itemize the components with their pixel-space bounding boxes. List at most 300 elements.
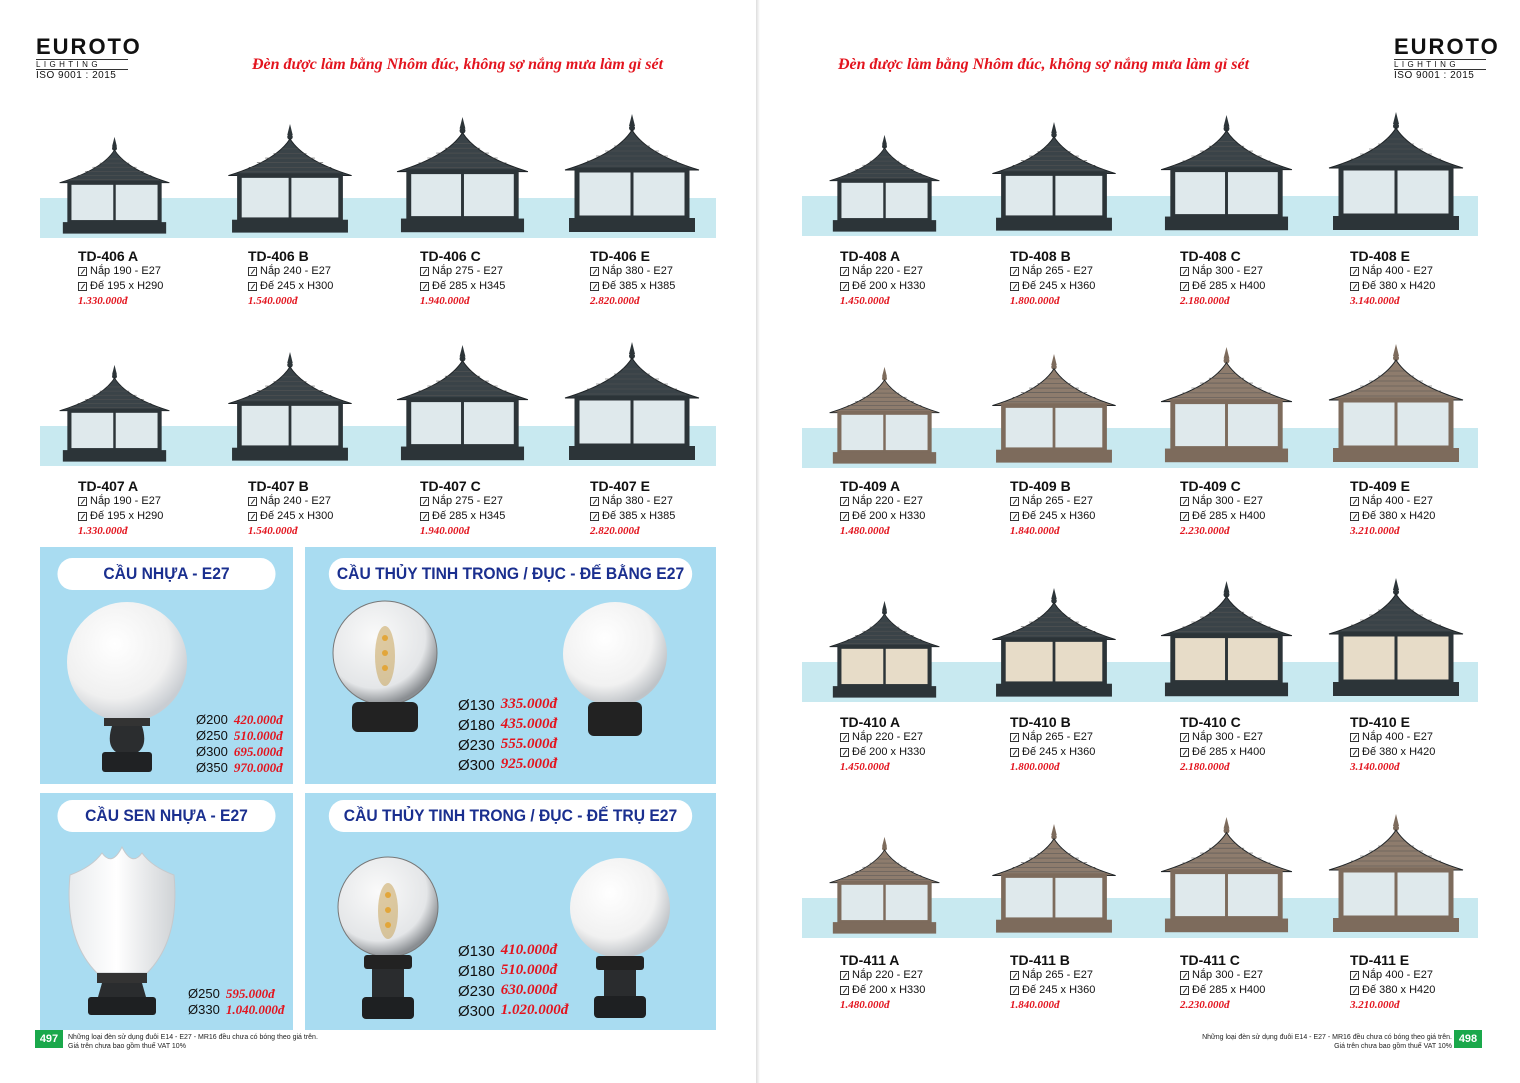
spec-cap-text: Nắp 265 - E27: [1022, 265, 1093, 277]
lotus-globe-lamp-image: [62, 845, 182, 1020]
product-price: 1.480.000đ: [840, 999, 890, 1011]
size-price: 595.000đ: [225, 986, 275, 1001]
garden-pillar-lamp-icon: [985, 586, 1123, 706]
product-lamp-image: [557, 112, 707, 247]
size-diameter: Ø250: [196, 728, 228, 743]
spec-cap: [1010, 264, 1160, 279]
size-row: [458, 1002, 568, 1022]
spec-cap: [1180, 494, 1330, 509]
product-lamp-image: [53, 363, 176, 475]
panel-title: CẦU NHỰA - E27: [57, 558, 275, 590]
size-price-list: [196, 712, 283, 776]
spec-base-text: Đế 245 x H360: [1022, 280, 1096, 292]
product-code: TD-410 A: [840, 714, 901, 730]
garden-pillar-lamp-icon: [557, 340, 707, 470]
product-card: [1010, 714, 1160, 775]
spec-cap-text: Nắp 240 - E27: [260, 265, 331, 277]
product-card: [420, 248, 570, 309]
garden-pillar-lamp-icon: [389, 343, 536, 470]
spec-base-text: Đế 380 x H420: [1362, 984, 1436, 996]
size-diameter: Ø300: [196, 744, 228, 759]
garden-pillar-lamp-icon: [221, 122, 359, 242]
panel-title: CẦU SEN NHỰA - E27: [57, 800, 275, 832]
checkbox-icon: [1010, 512, 1019, 521]
spec-cap: [248, 494, 398, 509]
size-price: 970.000đ: [233, 760, 283, 775]
spec-cap-text: Nắp 275 - E27: [432, 495, 503, 507]
spec-base: [1180, 279, 1330, 294]
product-card: [1350, 952, 1500, 1013]
garden-pillar-lamp-icon: [823, 133, 946, 240]
spec-cap-text: Nắp 190 - E27: [90, 265, 161, 277]
garden-pillar-lamp-icon: [557, 112, 707, 242]
product-code: TD-410 C: [1180, 714, 1241, 730]
spec-cap: [420, 264, 570, 279]
product-lamp-image: [985, 822, 1123, 947]
brand-iso: ISO 9001 : 2015: [1394, 70, 1475, 81]
product-price: 1.840.000đ: [1010, 999, 1060, 1011]
product-code: TD-409 E: [1350, 478, 1410, 494]
product-lamp-image: [1153, 113, 1300, 245]
product-code: TD-411 A: [840, 952, 900, 968]
spec-cap: [1010, 968, 1160, 983]
product-price: 3.140.000đ: [1350, 295, 1400, 307]
spec-cap: [248, 264, 398, 279]
checkbox-icon: [840, 282, 849, 291]
brand-sub: LIGHTING: [36, 59, 128, 70]
size-diameter: Ø180: [458, 717, 495, 734]
garden-pillar-lamp-icon: [1321, 812, 1471, 942]
right-page: [760, 0, 1520, 1083]
checkbox-icon: [1180, 282, 1189, 291]
brand-logo: [36, 34, 142, 82]
product-code: TD-411 B: [1010, 952, 1070, 968]
spec-cap-text: Nắp 240 - E27: [260, 495, 331, 507]
brand-iso: ISO 9001 : 2015: [36, 70, 117, 81]
size-price: 410.000đ: [500, 942, 557, 958]
garden-pillar-lamp-icon: [1153, 579, 1300, 706]
garden-pillar-lamp-icon: [53, 135, 176, 242]
checkbox-icon: [840, 733, 849, 742]
spec-cap-text: Nắp 400 - E27: [1362, 969, 1433, 981]
spec-base: [1180, 983, 1330, 998]
spec-cap: [840, 730, 990, 745]
size-row: [458, 756, 557, 776]
size-row: [196, 760, 283, 776]
checkbox-icon: [590, 497, 599, 506]
product-lamp-image: [389, 343, 536, 475]
product-code: TD-409 C: [1180, 478, 1241, 494]
garden-pillar-lamp-icon: [1153, 815, 1300, 942]
spec-base: [1350, 745, 1500, 760]
garden-pillar-lamp-icon: [389, 115, 536, 242]
checkbox-icon: [840, 267, 849, 276]
footer-note: [1152, 1033, 1452, 1051]
size-diameter: Ø230: [458, 983, 495, 1000]
product-card: [840, 248, 990, 309]
spec-base-text: Đế 380 x H420: [1362, 280, 1436, 292]
spec-cap: [78, 494, 228, 509]
spec-cap: [840, 494, 990, 509]
checkbox-icon: [590, 512, 599, 521]
brand-name: EUROTO: [1394, 34, 1500, 59]
product-lamp-image: [985, 352, 1123, 477]
spec-base: [1010, 983, 1160, 998]
product-card: [1350, 248, 1500, 309]
opal-glass-globe-lamp-image: [560, 602, 670, 742]
garden-pillar-lamp-icon: [1321, 342, 1471, 472]
panel-title: CẦU THỦY TINH TRONG / ĐỤC - ĐẾ BẰNG E27: [329, 558, 692, 590]
checkbox-icon: [248, 267, 257, 276]
spec-base: [840, 745, 990, 760]
product-code: TD-406 A: [78, 248, 139, 264]
tagline: Đèn được làm bằng Nhôm đúc, không sợ nắng mưa làm gỉ sét: [838, 56, 1250, 73]
spec-cap: [590, 264, 740, 279]
checkbox-icon: [1350, 733, 1359, 742]
size-row: [188, 986, 284, 1002]
panel-title: CẦU THỦY TINH TRONG / ĐỤC - ĐẾ TRỤ E27: [329, 800, 692, 832]
product-lamp-image: [53, 135, 176, 247]
product-lamp-image: [985, 586, 1123, 711]
spec-base-text: Đế 200 x H330: [852, 746, 926, 758]
footer-note: [68, 1033, 368, 1051]
page-number: 498: [1454, 1030, 1482, 1048]
spec-base: [1350, 279, 1500, 294]
spec-base-text: Đế 245 x H300: [260, 510, 334, 522]
checkbox-icon: [1180, 267, 1189, 276]
white-globe-lamp-image: [62, 600, 192, 780]
size-row: [188, 1002, 284, 1018]
size-diameter: Ø130: [458, 697, 495, 714]
checkbox-icon: [1010, 748, 1019, 757]
size-row: [458, 942, 568, 962]
checkbox-icon: [1180, 512, 1189, 521]
spec-base-text: Đế 245 x H360: [1022, 746, 1096, 758]
spec-cap-text: Nắp 220 - E27: [852, 731, 923, 743]
size-price: 1.020.000đ: [500, 1002, 569, 1018]
size-row: [458, 716, 557, 736]
product-card: [1180, 478, 1330, 539]
checkbox-icon: [248, 512, 257, 521]
product-card: [1350, 478, 1500, 539]
checkbox-icon: [1010, 282, 1019, 291]
checkbox-icon: [1010, 733, 1019, 742]
product-price: 3.140.000đ: [1350, 761, 1400, 773]
product-price: 1.800.000đ: [1010, 761, 1060, 773]
size-price: 695.000đ: [233, 744, 283, 759]
product-card: [590, 478, 740, 539]
spec-base-text: Đế 245 x H300: [260, 280, 334, 292]
spec-cap: [1010, 730, 1160, 745]
checkbox-icon: [78, 282, 87, 291]
size-price: 630.000đ: [500, 982, 557, 998]
product-card: [1180, 714, 1330, 775]
size-price-list: [458, 942, 568, 1022]
checkbox-icon: [1350, 512, 1359, 521]
product-lamp-image: [823, 599, 946, 711]
checkbox-icon: [420, 512, 429, 521]
size-price: 420.000đ: [233, 712, 283, 727]
checkbox-icon: [1350, 282, 1359, 291]
product-card: [78, 478, 228, 539]
product-lamp-image: [1321, 110, 1471, 245]
spec-base-text: Đế 380 x H420: [1362, 510, 1436, 522]
checkbox-icon: [1350, 986, 1359, 995]
clear-glass-globe-post-lamp-image: [334, 855, 442, 1025]
spec-cap: [1180, 730, 1330, 745]
product-card: [840, 952, 990, 1013]
size-diameter: Ø300: [458, 1003, 495, 1020]
product-lamp-image: [823, 835, 946, 947]
size-diameter: Ø300: [458, 757, 495, 774]
spec-cap: [840, 968, 990, 983]
product-lamp-image: [389, 115, 536, 247]
spec-base: [248, 279, 398, 294]
spec-cap-text: Nắp 400 - E27: [1362, 265, 1433, 277]
product-code: TD-408 B: [1010, 248, 1071, 264]
size-row: [458, 982, 568, 1002]
product-code: TD-407 B: [248, 478, 309, 494]
spec-cap-text: Nắp 300 - E27: [1192, 731, 1263, 743]
checkbox-icon: [1010, 267, 1019, 276]
checkbox-icon: [1010, 497, 1019, 506]
size-price: 1.040.000đ: [225, 1002, 285, 1017]
footer-line: Những loại đèn sử dụng đuôi E14 - E27 - MR16 đều chưa có bóng theo giá trên.: [1202, 1034, 1452, 1041]
size-row: [196, 744, 283, 760]
spec-base: [78, 509, 228, 524]
product-lamp-image: [1153, 345, 1300, 477]
size-diameter: Ø180: [458, 963, 495, 980]
spec-base: [1180, 745, 1330, 760]
checkbox-icon: [1180, 497, 1189, 506]
garden-pillar-lamp-icon: [1321, 576, 1471, 706]
product-lamp-image: [985, 120, 1123, 245]
checkbox-icon: [590, 267, 599, 276]
size-diameter: Ø130: [458, 943, 495, 960]
size-diameter: Ø330: [188, 1002, 220, 1017]
size-price: 925.000đ: [500, 756, 557, 772]
size-price-list: [188, 986, 284, 1018]
garden-pillar-lamp-icon: [823, 835, 946, 942]
spec-base-text: Đế 200 x H330: [852, 510, 926, 522]
product-code: TD-410 B: [1010, 714, 1071, 730]
brand-name: EUROTO: [36, 34, 142, 59]
checkbox-icon: [590, 282, 599, 291]
footer-line: Giá trên chưa bao gồm thuế VAT 10%: [1334, 1043, 1452, 1050]
spec-cap-text: Nắp 190 - E27: [90, 495, 161, 507]
spec-base-text: Đế 285 x H400: [1192, 280, 1266, 292]
garden-pillar-lamp-icon: [823, 599, 946, 706]
spec-cap-text: Nắp 380 - E27: [602, 495, 673, 507]
size-row: [196, 728, 283, 744]
checkbox-icon: [1350, 497, 1359, 506]
spec-base-text: Đế 285 x H345: [432, 510, 506, 522]
tagline: Đèn được làm bằng Nhôm đúc, không sợ nắng mưa làm gỉ sét: [252, 56, 664, 73]
spec-base-text: Đế 380 x H420: [1362, 746, 1436, 758]
spec-base-text: Đế 195 x H290: [90, 280, 164, 292]
product-code: TD-407 A: [78, 478, 139, 494]
spec-cap-text: Nắp 220 - E27: [852, 969, 923, 981]
checkbox-icon: [1180, 748, 1189, 757]
spec-base: [840, 509, 990, 524]
checkbox-icon: [1180, 971, 1189, 980]
product-price: 1.940.000đ: [420, 295, 470, 307]
product-code: TD-407 C: [420, 478, 481, 494]
spec-cap: [420, 494, 570, 509]
spec-cap-text: Nắp 265 - E27: [1022, 969, 1093, 981]
product-price: 2.820.000đ: [590, 525, 640, 537]
checkbox-icon: [1350, 971, 1359, 980]
spec-base: [248, 509, 398, 524]
product-lamp-image: [1321, 576, 1471, 711]
spec-cap-text: Nắp 380 - E27: [602, 265, 673, 277]
spec-base-text: Đế 285 x H345: [432, 280, 506, 292]
size-row: [458, 696, 557, 716]
product-price: 3.210.000đ: [1350, 999, 1400, 1011]
product-price: 2.820.000đ: [590, 295, 640, 307]
spec-base-text: Đế 195 x H290: [90, 510, 164, 522]
product-card: [420, 478, 570, 539]
size-price: 555.000đ: [500, 736, 557, 752]
clear-glass-globe-lamp-image: [330, 598, 440, 748]
spec-base-text: Đế 245 x H360: [1022, 984, 1096, 996]
garden-pillar-lamp-icon: [1153, 113, 1300, 240]
checkbox-icon: [1180, 986, 1189, 995]
size-diameter: Ø200: [196, 712, 228, 727]
product-card: [840, 478, 990, 539]
spec-base-text: Đế 285 x H400: [1192, 984, 1266, 996]
checkbox-icon: [420, 282, 429, 291]
product-price: 3.210.000đ: [1350, 525, 1400, 537]
product-lamp-image: [221, 350, 359, 475]
checkbox-icon: [1350, 748, 1359, 757]
spec-cap-text: Nắp 220 - E27: [852, 495, 923, 507]
size-price: 335.000đ: [500, 696, 557, 712]
product-card: [78, 248, 228, 309]
garden-pillar-lamp-icon: [1153, 345, 1300, 472]
product-lamp-image: [823, 133, 946, 245]
size-diameter: Ø230: [458, 737, 495, 754]
product-code: TD-406 C: [420, 248, 481, 264]
spec-base: [1350, 983, 1500, 998]
checkbox-icon: [1010, 971, 1019, 980]
product-code: TD-408 A: [840, 248, 901, 264]
spec-base-text: Đế 200 x H330: [852, 984, 926, 996]
product-card: [590, 248, 740, 309]
checkbox-icon: [248, 497, 257, 506]
spec-cap: [1350, 730, 1500, 745]
product-lamp-image: [221, 122, 359, 247]
spec-cap-text: Nắp 265 - E27: [1022, 495, 1093, 507]
spec-base-text: Đế 200 x H330: [852, 280, 926, 292]
spec-base: [1350, 509, 1500, 524]
size-row: [458, 962, 568, 982]
size-row: [196, 712, 283, 728]
product-code: TD-409 A: [840, 478, 901, 494]
spec-cap-text: Nắp 300 - E27: [1192, 265, 1263, 277]
footer-line: Giá trên chưa bao gồm thuế VAT 10%: [68, 1043, 186, 1050]
spec-base: [420, 509, 570, 524]
product-code: TD-406 B: [248, 248, 309, 264]
product-code: TD-411 C: [1180, 952, 1240, 968]
spec-base-text: Đế 385 x H385: [602, 510, 676, 522]
checkbox-icon: [248, 282, 257, 291]
size-price: 435.000đ: [500, 716, 557, 732]
garden-pillar-lamp-icon: [221, 350, 359, 470]
product-code: TD-407 E: [590, 478, 650, 494]
product-code: TD-410 E: [1350, 714, 1410, 730]
product-price: 2.180.000đ: [1180, 295, 1230, 307]
product-card: [1010, 952, 1160, 1013]
product-price: 1.330.000đ: [78, 525, 128, 537]
spec-base: [840, 279, 990, 294]
spec-base-text: Đế 285 x H400: [1192, 746, 1266, 758]
spec-base: [78, 279, 228, 294]
product-card: [1180, 952, 1330, 1013]
checkbox-icon: [840, 497, 849, 506]
spec-cap-text: Nắp 220 - E27: [852, 265, 923, 277]
product-price: 2.230.000đ: [1180, 999, 1230, 1011]
spec-cap: [1180, 968, 1330, 983]
product-price: 1.800.000đ: [1010, 295, 1060, 307]
product-price: 1.450.000đ: [840, 761, 890, 773]
garden-pillar-lamp-icon: [985, 352, 1123, 472]
product-price: 1.540.000đ: [248, 525, 298, 537]
product-lamp-image: [1321, 812, 1471, 947]
spec-cap-text: Nắp 400 - E27: [1362, 731, 1433, 743]
checkbox-icon: [420, 267, 429, 276]
product-lamp-image: [1321, 342, 1471, 477]
spec-cap: [1350, 264, 1500, 279]
checkbox-icon: [1350, 267, 1359, 276]
spec-cap-text: Nắp 300 - E27: [1192, 969, 1263, 981]
spec-cap-text: Nắp 275 - E27: [432, 265, 503, 277]
spec-base-text: Đế 385 x H385: [602, 280, 676, 292]
spec-cap-text: Nắp 400 - E27: [1362, 495, 1433, 507]
product-code: TD-408 C: [1180, 248, 1241, 264]
product-card: [248, 248, 398, 309]
size-row: [458, 736, 557, 756]
product-price: 2.180.000đ: [1180, 761, 1230, 773]
product-card: [1180, 248, 1330, 309]
checkbox-icon: [840, 748, 849, 757]
spec-base: [590, 279, 740, 294]
checkbox-icon: [420, 497, 429, 506]
spec-cap: [1010, 494, 1160, 509]
checkbox-icon: [78, 512, 87, 521]
product-lamp-image: [1153, 579, 1300, 711]
checkbox-icon: [840, 971, 849, 980]
spec-cap-text: Nắp 300 - E27: [1192, 495, 1263, 507]
checkbox-icon: [840, 512, 849, 521]
product-lamp-image: [1153, 815, 1300, 947]
spec-cap: [590, 494, 740, 509]
product-card: [248, 478, 398, 539]
product-card: [1350, 714, 1500, 775]
product-lamp-image: [557, 340, 707, 475]
spec-base: [1010, 279, 1160, 294]
product-code: TD-411 E: [1350, 952, 1410, 968]
product-price: 1.330.000đ: [78, 295, 128, 307]
product-code: TD-406 E: [590, 248, 650, 264]
product-card: [1010, 248, 1160, 309]
brand-logo: [1394, 34, 1500, 82]
product-code: TD-408 E: [1350, 248, 1410, 264]
spec-base: [1010, 745, 1160, 760]
garden-pillar-lamp-icon: [985, 120, 1123, 240]
spec-base-text: Đế 285 x H400: [1192, 510, 1266, 522]
opal-glass-globe-post-lamp-image: [568, 858, 672, 1023]
